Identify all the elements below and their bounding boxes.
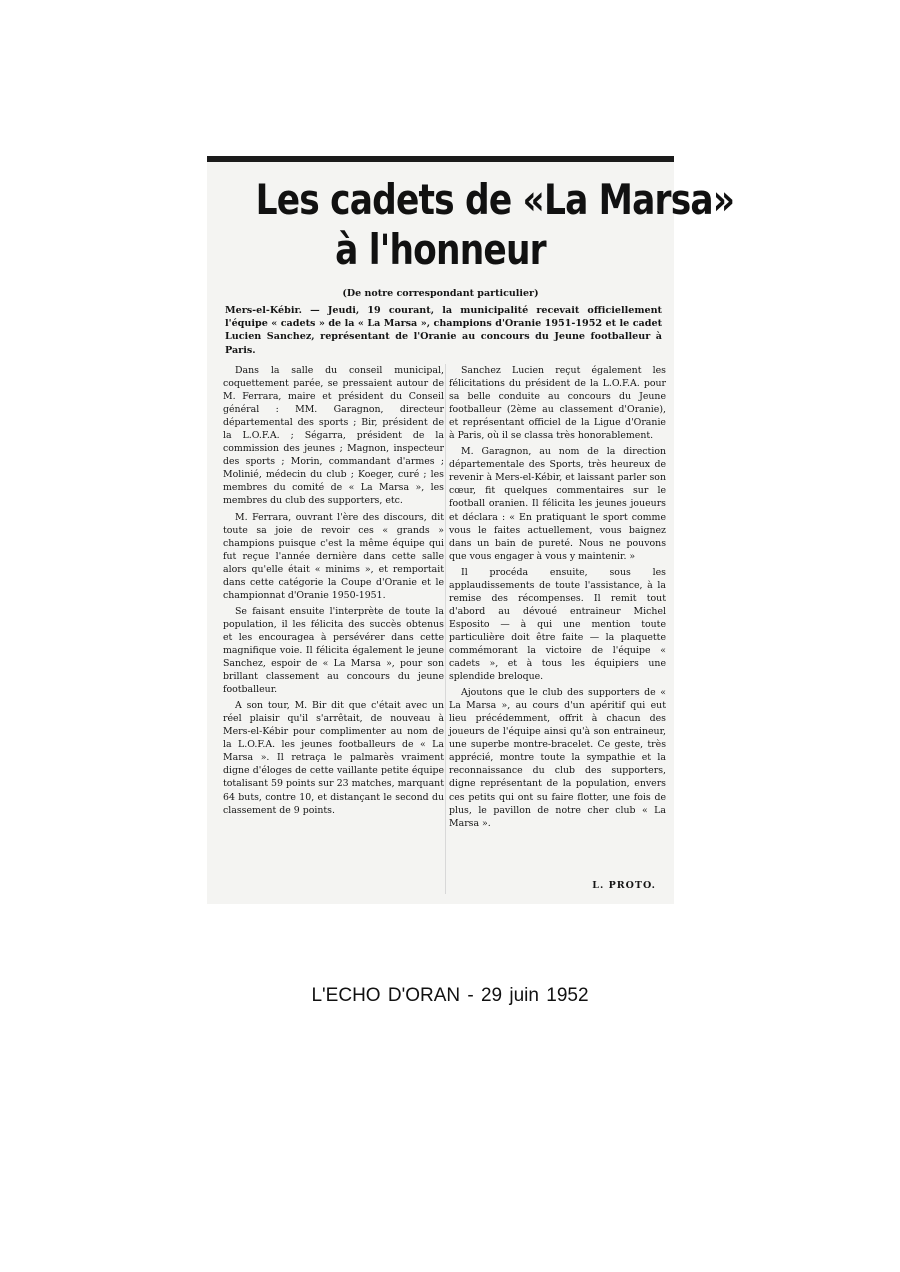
left-paragraph-2: M. Ferrara, ouvrant l'ère des discours, dit toute sa joie de revoir ces « grands » champions puisque c'est la même équipe qui fut reçue l'année dernière dans cette salle alors qu'elle était « minims », et remportait dans cette catégorie la Coupe d'Oranie et le championnat d'Oranie 1950-1951.	[223, 511, 444, 601]
right-paragraph-2: M. Garagnon, au nom de la direction départementale des Sports, très heureux de revenir à Mers-el-Kébir, et laissant parler son cœur, fit quelques commentaires sur le football oranien. Il félicita les jeunes joueurs et déclara : « En pratiquant le sport comme vous le faites actuellement, vous baignez dans un bain de pureté. Nous ne pouvons que vous engager à vous y maintenir. »	[449, 446, 666, 562]
article-signature: L. PROTO.	[592, 880, 656, 891]
article-left-column	[223, 364, 444, 820]
right-paragraph-4: Ajoutons que le club des supporters de « La Marsa », au cours d'un apéritif qui eut lieu précédemment, offrit à chacun des joueurs de l'équipe ainsi qu'à son entraineur, une superbe montre-bracelet. Ce geste, très apprécié, montre toute la sympathie et la reconnaissance du club des supporters, digne représentant de la population, envers ces petits qui ont su faire flotter, une fois de plus, le pavillon de notre cher club « La Marsa ».	[449, 687, 666, 829]
right-paragraph-3: Il procéda ensuite, sous les applaudissements de toute l'assistance, à la remise des récompenses. Il remit tout d'abord au dévoué entraineur Michel Esposito — à qui une mention toute particulière doit être faite — la plaquette commémorant la victoire de l'équipe « cadets », et à tous les équipiers une splendide breloque.	[449, 566, 666, 683]
left-paragraph-1: Dans la salle du conseil municipal, coquettement parée, se pressaient autour de M. Ferrara, maire et président du Conseil général : MM. Garagnon, directeur départemental des sports ; Bir, président de la L.O.F.A. ; Ségarra, président de la commission des jeunes ; Magnon, inspecteur des sports ; Morin, commandant d'armes ; Molinié, médecin du club ; Koeger, curé ; les membres du comité de « La Marsa », les membres du club des supporters, etc.	[223, 365, 444, 507]
newspaper-clipping	[207, 156, 735, 904]
right-paragraph-1: Sanchez Lucien reçut également les félicitations du président de la L.O.F.A. pour sa belle conduite au concours du Jeune footballeur (2ème au classement d'Oranie), et représentant officiel de la Ligue d'Oranie à Paris, où il se classa très honorablement.	[449, 365, 666, 442]
article-headline	[255, 175, 735, 276]
headline-line-1: Les cadets de «La Marsa»	[255, 175, 735, 224]
article-right-column	[449, 364, 666, 833]
headline-line-2: à l'honneur	[335, 225, 546, 274]
column-divider	[445, 364, 446, 894]
article-byline: (De notre correspondant particulier)	[342, 288, 539, 299]
source-caption: L'ECHO D'ORAN - 29 juin 1952	[311, 985, 589, 1006]
article-lead: Mers-el-Kébir. — Jeudi, 19 courant, la municipalité recevait officiellement l'équipe « cadets » de la « La Marsa », champions d'Oranie 1951-1952 et le cadet Lucien Sanchez, représentant de l'Oranie au concours du Jeune footballeur à Paris.	[225, 305, 662, 356]
left-paragraph-3: Se faisant ensuite l'interprète de toute la population, il les félicita des succès obtenus et les encouragea à persévérer dans cette magnifique voie. Il félicita également le jeune Sanchez, espoir de « La Marsa », pour son brillant classement au concours du jeune footballeur.	[223, 605, 444, 696]
left-paragraph-4: A son tour, M. Bir dit que c'était avec un réel plaisir qu'il s'arrêtait, de nouveau à Mers-el-Kébir pour complimenter au nom de la L.O.F.A. les jeunes footballeurs de « La Marsa ». Il retraça le palmarès vraiment digne d'éloges de cette vaillante petite équipe totalisant 59 points sur 23 matches, marquant 64 buts, contre 10, et distançant le second du classement de 9 points.	[223, 700, 444, 816]
